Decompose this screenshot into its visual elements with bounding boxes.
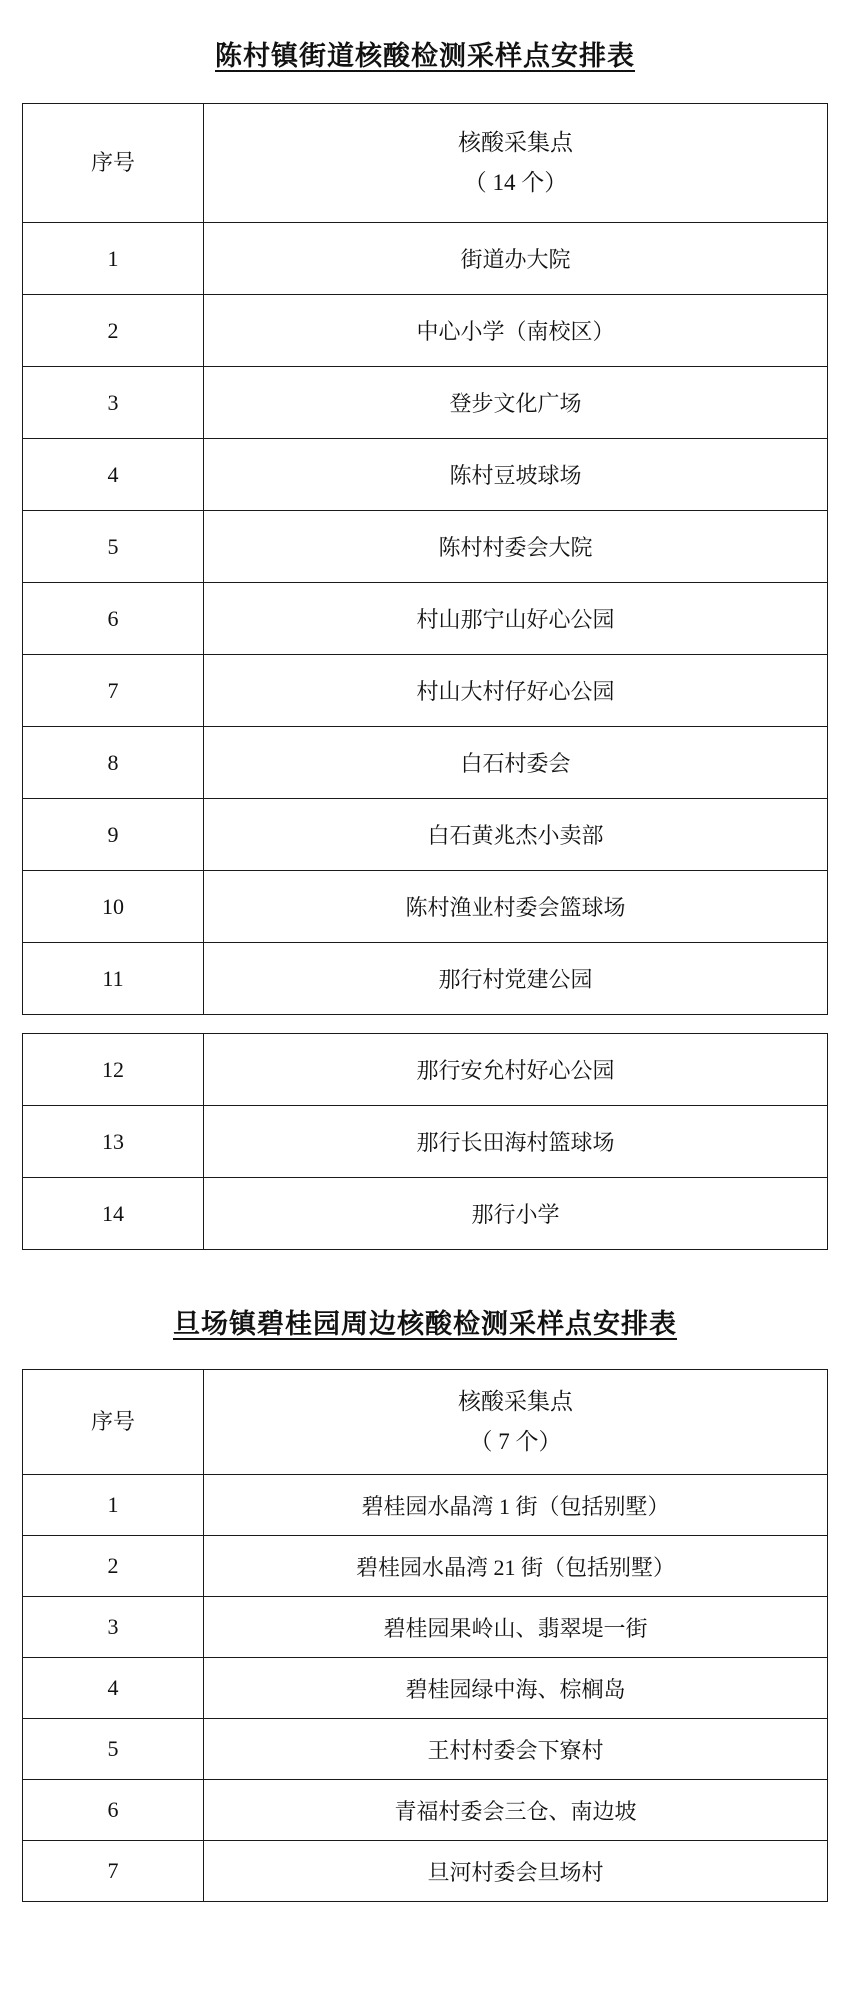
table-header-row — [23, 1370, 828, 1475]
table-row — [23, 1658, 828, 1719]
table-row — [23, 367, 828, 439]
header-index-label: 序号 — [23, 104, 204, 223]
table-row — [23, 1719, 828, 1780]
row-site: 那行长田海村篮球场 — [204, 1106, 828, 1178]
row-site: 旦河村委会旦场村 — [204, 1841, 828, 1902]
row-site: 登步文化广场 — [204, 367, 828, 439]
table-row — [23, 871, 828, 943]
row-site: 碧桂园绿中海、棕榈岛 — [204, 1658, 828, 1719]
table-row — [23, 1597, 828, 1658]
row-index: 6 — [23, 1780, 204, 1841]
table-row — [23, 1178, 828, 1250]
table-row — [23, 511, 828, 583]
page-title: 陈村镇街道核酸检测采样点安排表 — [215, 41, 635, 71]
table-row — [23, 439, 828, 511]
row-index: 5 — [23, 511, 204, 583]
row-index: 9 — [23, 799, 204, 871]
row-index: 4 — [23, 1658, 204, 1719]
table-row — [23, 1475, 828, 1536]
sampling-site-table-danchang — [22, 1369, 828, 1902]
table-page-break-spacer — [23, 1015, 828, 1034]
table-row — [23, 727, 828, 799]
section-chencun — [22, 0, 828, 1250]
row-site: 中心小学（南校区） — [204, 295, 828, 367]
row-site: 碧桂园水晶湾 1 街（包括别墅） — [204, 1475, 828, 1536]
row-index: 6 — [23, 583, 204, 655]
row-site: 那行安允村好心公园 — [204, 1034, 828, 1106]
row-index: 7 — [23, 655, 204, 727]
row-index: 14 — [23, 1178, 204, 1250]
row-index: 4 — [23, 439, 204, 511]
table-row — [23, 1780, 828, 1841]
table-row — [23, 1106, 828, 1178]
row-site: 街道办大院 — [204, 223, 828, 295]
row-index: 11 — [23, 943, 204, 1015]
row-index: 8 — [23, 727, 204, 799]
section-danchang — [22, 1250, 828, 1902]
row-index: 5 — [23, 1719, 204, 1780]
table-row — [23, 223, 828, 295]
row-index: 12 — [23, 1034, 204, 1106]
table-row — [23, 943, 828, 1015]
header-site-label — [204, 1370, 828, 1475]
row-site: 王村村委会下寮村 — [204, 1719, 828, 1780]
header-site-label-line1: 核酸采集点 — [458, 129, 573, 155]
row-site: 碧桂园水晶湾 21 街（包括别墅） — [204, 1536, 828, 1597]
table-row — [23, 295, 828, 367]
page-title-secondary: 旦场镇碧桂园周边核酸检测采样点安排表 — [173, 1309, 677, 1339]
table-row — [23, 1034, 828, 1106]
row-index: 3 — [23, 367, 204, 439]
row-index: 1 — [23, 223, 204, 295]
row-site: 白石村委会 — [204, 727, 828, 799]
row-index: 13 — [23, 1106, 204, 1178]
table-row — [23, 1841, 828, 1902]
row-index: 10 — [23, 871, 204, 943]
row-site: 陈村村委会大院 — [204, 511, 828, 583]
row-site: 村山大村仔好心公园 — [204, 655, 828, 727]
table-row — [23, 583, 828, 655]
row-index: 2 — [23, 1536, 204, 1597]
row-site: 碧桂园果岭山、翡翠堤一街 — [204, 1597, 828, 1658]
header-site-label-line2: （ 7 个） — [469, 1429, 562, 1454]
table-row — [23, 799, 828, 871]
header-index-label: 序号 — [23, 1370, 204, 1475]
row-index: 7 — [23, 1841, 204, 1902]
table-header-row — [23, 104, 828, 223]
row-site: 白石黄兆杰小卖部 — [204, 799, 828, 871]
header-site-label-line2: （ 14 个） — [463, 170, 568, 195]
row-index: 2 — [23, 295, 204, 367]
row-site: 那行村党建公园 — [204, 943, 828, 1015]
row-site: 陈村渔业村委会篮球场 — [204, 871, 828, 943]
table-row — [23, 1536, 828, 1597]
table-row — [23, 655, 828, 727]
row-site: 陈村豆坡球场 — [204, 439, 828, 511]
header-site-label — [204, 104, 828, 223]
row-index: 1 — [23, 1475, 204, 1536]
row-site: 那行小学 — [204, 1178, 828, 1250]
row-site: 青福村委会三仓、南边坡 — [204, 1780, 828, 1841]
header-site-label-line1: 核酸采集点 — [458, 1388, 573, 1414]
row-site: 村山那宁山好心公园 — [204, 583, 828, 655]
sampling-site-table-chencun — [22, 103, 828, 1250]
row-index: 3 — [23, 1597, 204, 1658]
